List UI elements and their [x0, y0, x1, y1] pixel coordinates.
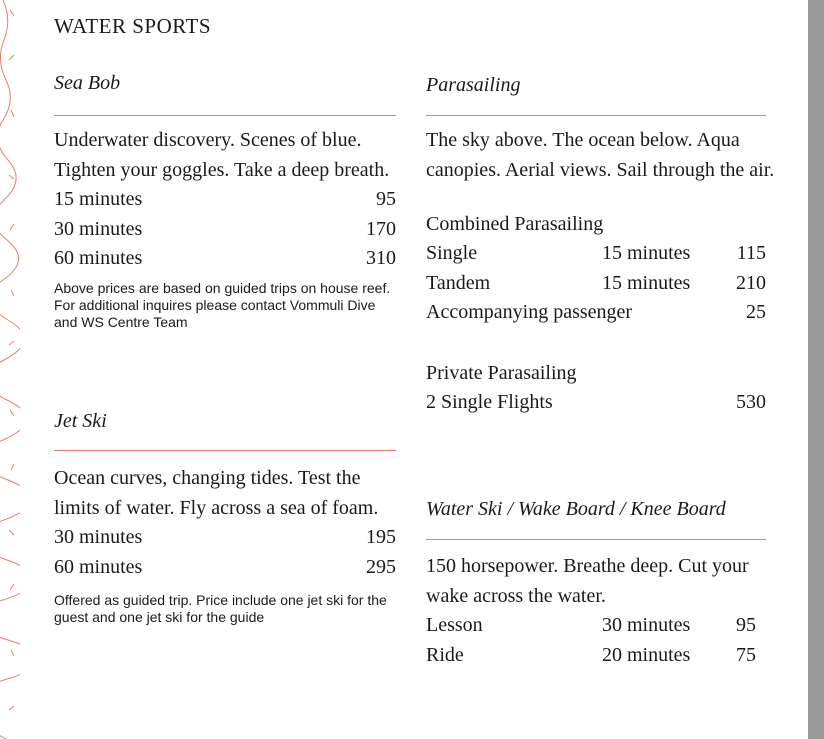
parasailing-section — [426, 74, 775, 417]
price-value: 210 — [736, 271, 766, 294]
price-value: 75 — [736, 643, 756, 666]
duration-label: 15 minutes — [54, 188, 143, 210]
price-value: 195 — [366, 526, 396, 548]
option-label: Ride — [426, 643, 464, 666]
jet-ski-section — [54, 410, 396, 626]
price-value: 170 — [366, 217, 396, 240]
price-row — [54, 244, 396, 274]
price-value: 95 — [736, 614, 756, 636]
page-edge-bar — [808, 0, 824, 739]
price-value: 95 — [376, 188, 396, 210]
section-description: Underwater discovery. Scenes of blue. Tighten your goggles. Take a deep breath. — [54, 129, 390, 181]
section-description: The sky above. The ocean below. Aqua canopies. Aerial views. Sail through the air. — [426, 129, 775, 181]
divider — [426, 115, 766, 116]
divider — [54, 115, 396, 116]
private-parasailing-heading: Private Parasailing — [426, 361, 577, 384]
option-label: Lesson — [426, 614, 483, 636]
price-row — [426, 641, 766, 671]
option-label: Tandem — [426, 271, 491, 294]
price-value: 115 — [736, 242, 766, 264]
page-title: WATER SPORTS — [54, 14, 212, 38]
price-row — [54, 185, 396, 215]
section-note: Above prices are based on guided trips on house reef. For additional inquires please contact Vommuli Dive and WS Centre Team — [54, 279, 391, 330]
price-row — [426, 388, 766, 418]
price-row — [426, 298, 766, 328]
price-row — [54, 523, 396, 553]
section-title: Water Ski / Wake Board / Knee Board — [426, 498, 726, 520]
duration-label: 15 minutes — [602, 271, 691, 294]
price-row — [426, 611, 766, 641]
decorative-border — [0, 0, 20, 739]
duration-label: 20 minutes — [602, 643, 691, 666]
duration-label: 30 minutes — [602, 614, 691, 636]
duration-label: 30 minutes — [54, 526, 143, 548]
option-label: Single — [426, 242, 478, 264]
option-label: 2 Single Flights — [426, 390, 553, 413]
price-value: 530 — [736, 390, 766, 413]
duration-label: 15 minutes — [602, 242, 691, 264]
price-row — [426, 239, 766, 269]
section-title: Sea Bob — [54, 72, 121, 94]
duration-label: 60 minutes — [54, 555, 143, 578]
section-title: Parasailing — [426, 74, 521, 96]
price-value: 25 — [746, 301, 766, 323]
price-value: 295 — [366, 555, 396, 578]
option-label: Accompanying passenger — [426, 301, 633, 323]
price-row — [54, 553, 396, 583]
price-value: 310 — [366, 247, 396, 269]
price-row — [54, 215, 396, 245]
water-ski-section — [426, 498, 766, 670]
price-row — [426, 269, 766, 299]
section-description: 150 horsepower. Breathe deep. Cut your wake across the water. — [426, 555, 749, 607]
divider — [426, 539, 766, 540]
sea-bob-section — [54, 72, 396, 331]
section-description: Ocean curves, changing tides. Test the limits of water. Fly across a sea of foam. — [54, 467, 379, 519]
duration-label: 60 minutes — [54, 247, 143, 269]
section-title: Jet Ski — [54, 410, 107, 432]
duration-label: 30 minutes — [54, 217, 143, 240]
section-note: Offered as guided trip. Price include one jet ski for the guest and one jet ski for the guide — [54, 592, 387, 625]
divider — [54, 450, 396, 451]
combined-parasailing-heading: Combined Parasailing — [426, 213, 604, 235]
